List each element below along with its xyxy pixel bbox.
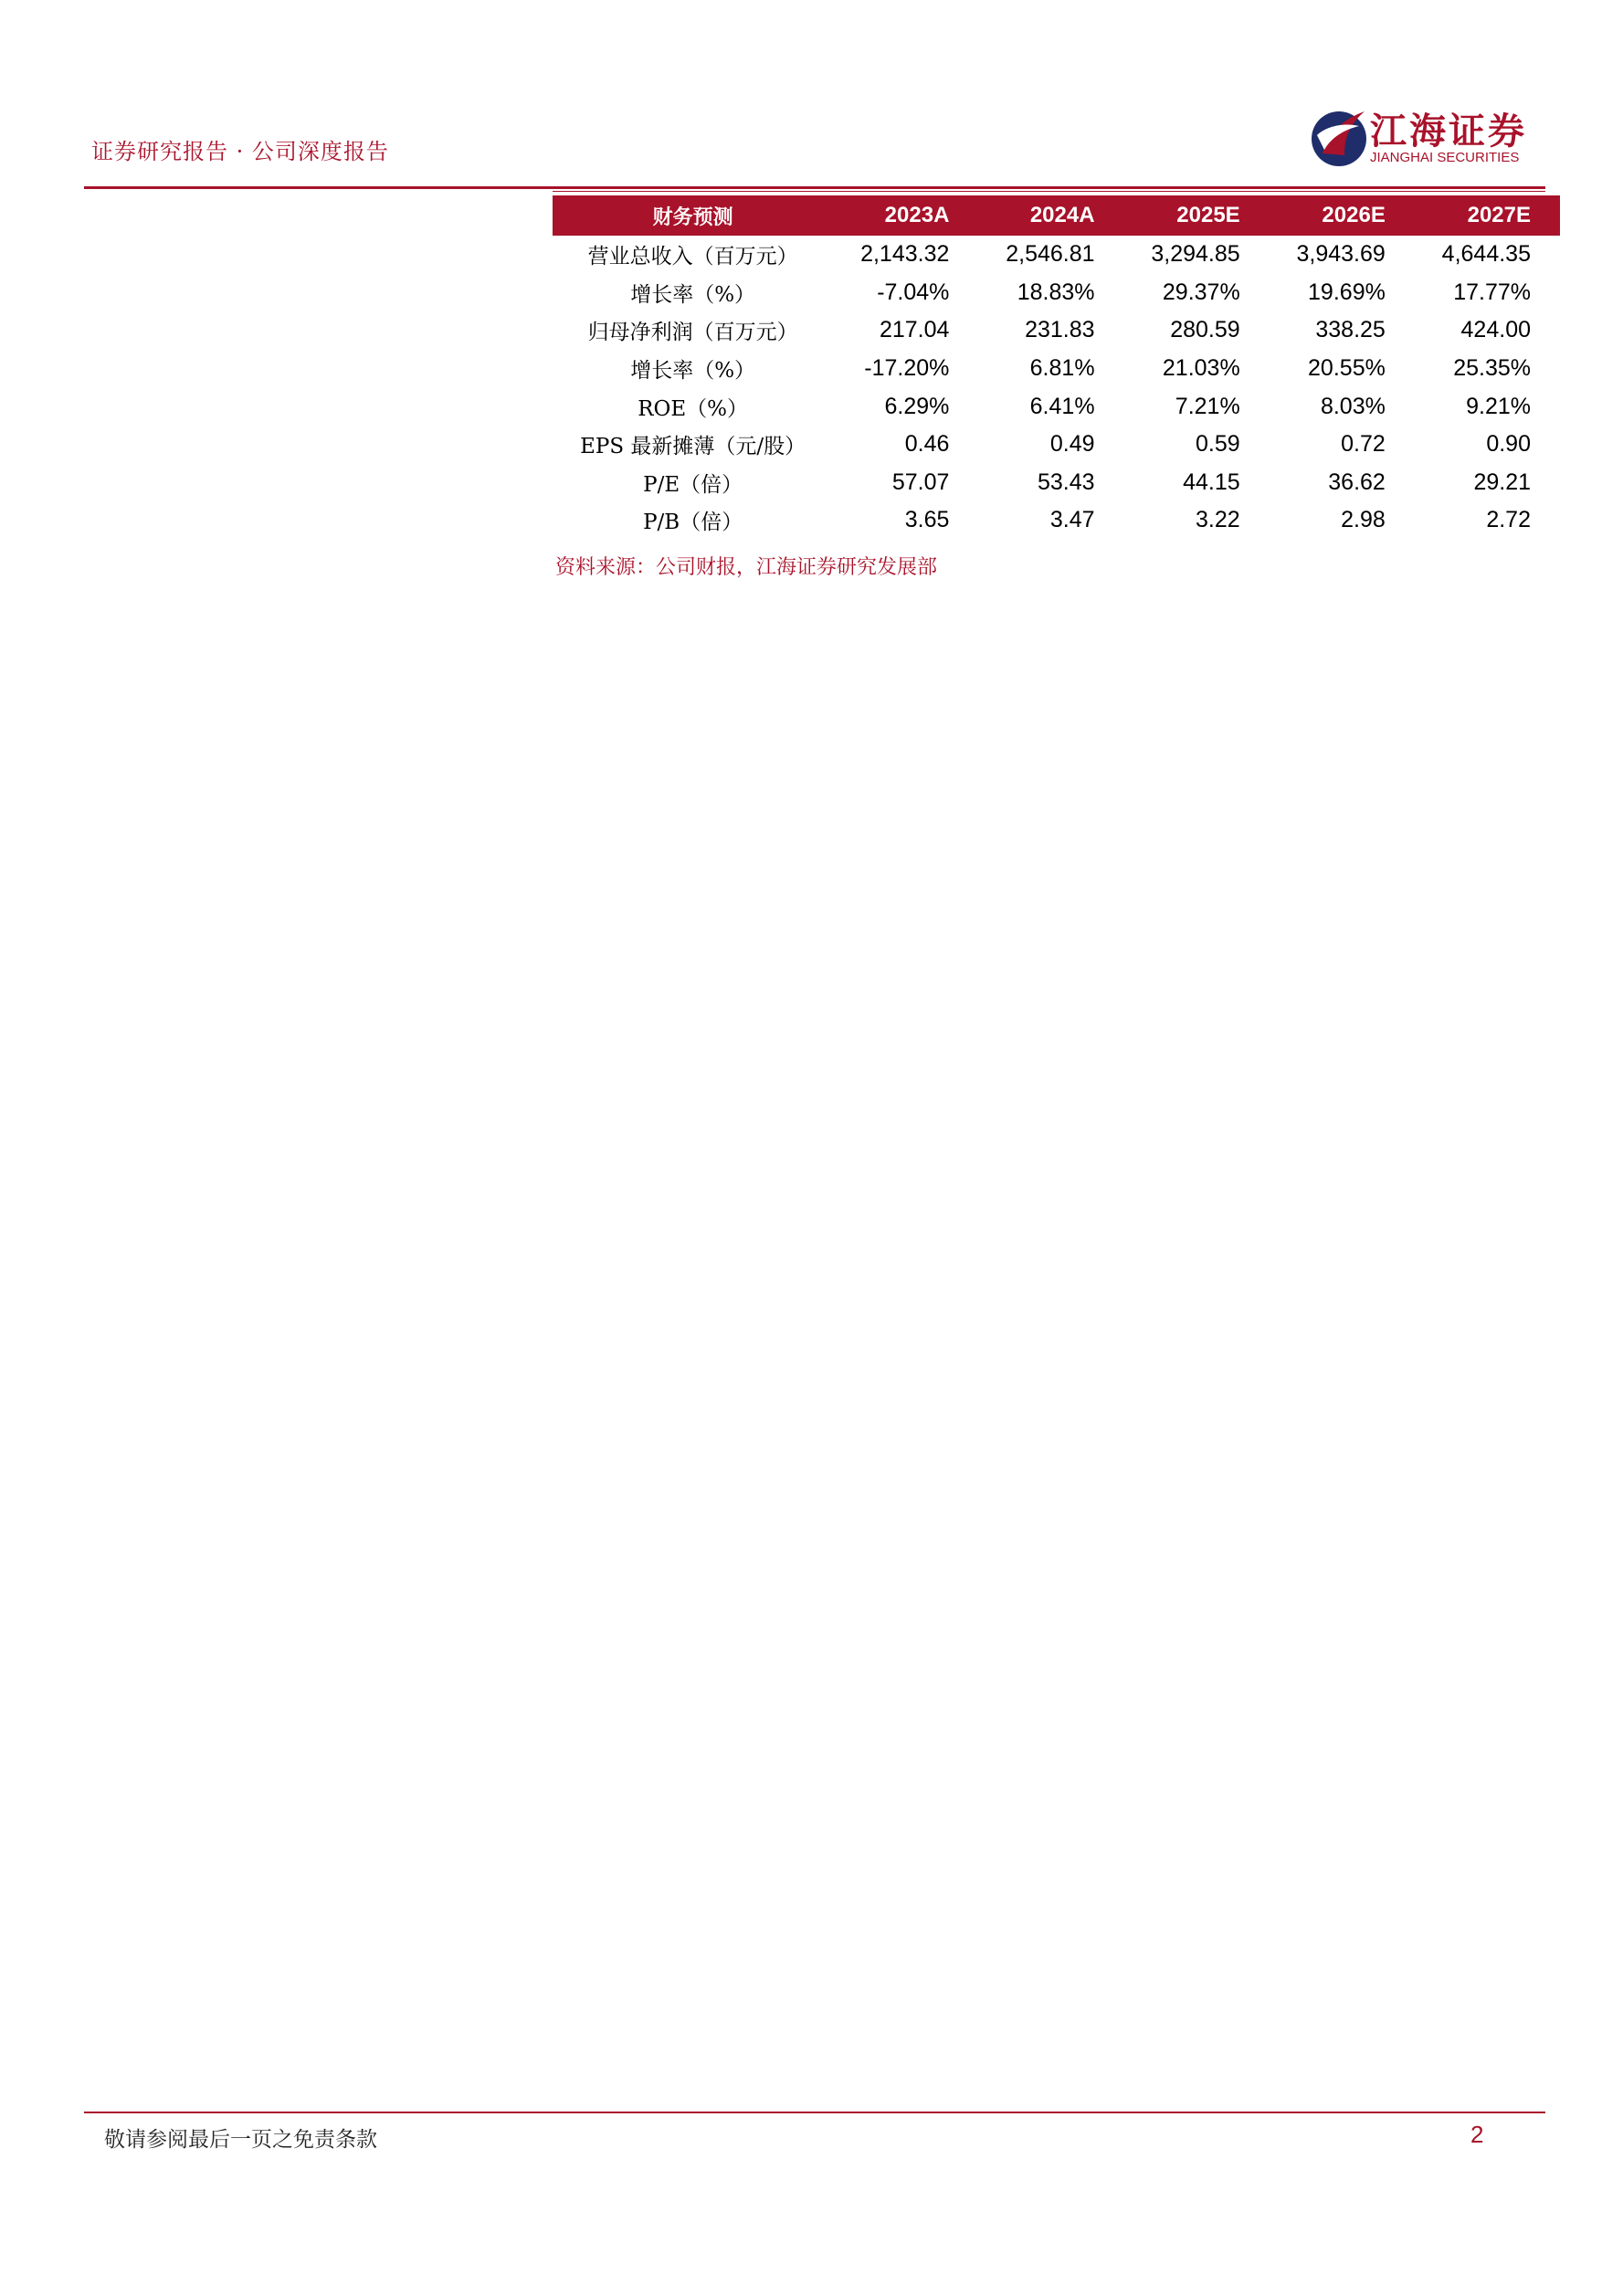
table-cell: 2,143.32: [860, 241, 950, 268]
table-cell: 3,294.85: [1151, 241, 1240, 268]
table-cell: 57.07: [891, 469, 950, 495]
row-label: 增长率（%）: [630, 359, 756, 384]
table-row: [553, 350, 1560, 388]
table-cell: 29.37%: [1162, 279, 1240, 305]
table-row: [553, 426, 1560, 464]
header-divider: [84, 186, 1545, 189]
table-source-note: 资料来源：公司财报，江海证券研究发展部: [555, 556, 938, 579]
table-cell: 3.22: [1196, 507, 1240, 533]
table-cell: 6.41%: [1029, 393, 1095, 419]
table-cell: 21.03%: [1162, 355, 1240, 382]
table-cell: 19.69%: [1308, 279, 1386, 305]
column-header: 2025E: [1124, 195, 1270, 236]
table-cell: 29.21: [1473, 469, 1531, 495]
column-header: 2026E: [1270, 195, 1415, 236]
table-cell: 424.00: [1460, 317, 1531, 343]
table-cell: 25.35%: [1453, 355, 1531, 382]
table-cell: 231.83: [1025, 317, 1095, 343]
row-label: 增长率（%）: [630, 282, 756, 307]
footer-divider: [84, 2112, 1545, 2113]
report-header-title: 证券研究报告 · 公司深度报告: [91, 139, 389, 164]
row-label: 归母净利润（百万元）: [587, 321, 798, 345]
table-cell: 2,546.81: [1006, 241, 1095, 268]
logo-name: 江海证券: [1370, 110, 1527, 153]
table-cell: 18.83%: [1017, 279, 1095, 305]
table-cell: 8.03%: [1320, 393, 1386, 419]
table-cell: 53.43: [1037, 469, 1095, 495]
table-cell: 36.62: [1328, 469, 1386, 495]
footer-disclaimer: 敬请参阅最后一页之免责条款: [104, 2128, 377, 2152]
logo-english-name: JIANGHAI SECURITIES: [1370, 150, 1520, 165]
table-cell: 0.72: [1341, 431, 1386, 458]
header-divider-thin: [553, 191, 1545, 192]
table-cell: 9.21%: [1466, 393, 1531, 419]
page-number: 2: [1470, 2121, 1484, 2148]
row-label: EPS 最新摊薄（元/股）: [580, 435, 806, 459]
table-cell: 2.72: [1486, 507, 1531, 533]
table-cell: 0.49: [1049, 431, 1095, 458]
table-cell: 20.55%: [1308, 355, 1386, 382]
table-cell: -17.20%: [864, 355, 950, 382]
table-cell: 17.77%: [1453, 279, 1531, 305]
row-label: 营业总收入（百万元）: [587, 245, 798, 269]
column-header: 2023A: [833, 195, 978, 236]
table-cell: 280.59: [1170, 317, 1240, 343]
table-cell: 217.04: [879, 317, 950, 343]
row-label: P/E（倍）: [643, 472, 743, 497]
table-cell: 44.15: [1183, 469, 1240, 495]
column-header: 财务预测: [553, 195, 833, 236]
table-row: [553, 311, 1560, 350]
table-cell: -7.04%: [877, 279, 950, 305]
table-row: [553, 274, 1560, 312]
table-row: [553, 236, 1560, 274]
table-cell: 0.90: [1486, 431, 1531, 458]
row-label: P/B（倍）: [643, 511, 743, 535]
table-row: [553, 464, 1560, 502]
column-header: 2027E: [1415, 195, 1560, 236]
table-cell: 6.29%: [884, 393, 950, 419]
column-header: 2024A: [978, 195, 1123, 236]
row-label: ROE（%）: [638, 396, 749, 421]
table-cell: 0.59: [1196, 431, 1240, 458]
table-cell: 3.47: [1049, 507, 1095, 533]
table-cell: 3.65: [904, 507, 950, 533]
table-cell: 2.98: [1341, 507, 1386, 533]
table-cell: 0.46: [904, 431, 950, 458]
table-cell: 6.81%: [1029, 355, 1095, 382]
table-cell: 4,644.35: [1441, 241, 1531, 268]
financial-forecast-table: [553, 195, 1560, 540]
table-row: [553, 387, 1560, 426]
table-cell: 7.21%: [1175, 393, 1240, 419]
table-header-row: [553, 195, 1560, 236]
table-cell: 338.25: [1315, 317, 1386, 343]
table-row: [553, 501, 1560, 540]
table-cell: 3,943.69: [1296, 241, 1386, 268]
